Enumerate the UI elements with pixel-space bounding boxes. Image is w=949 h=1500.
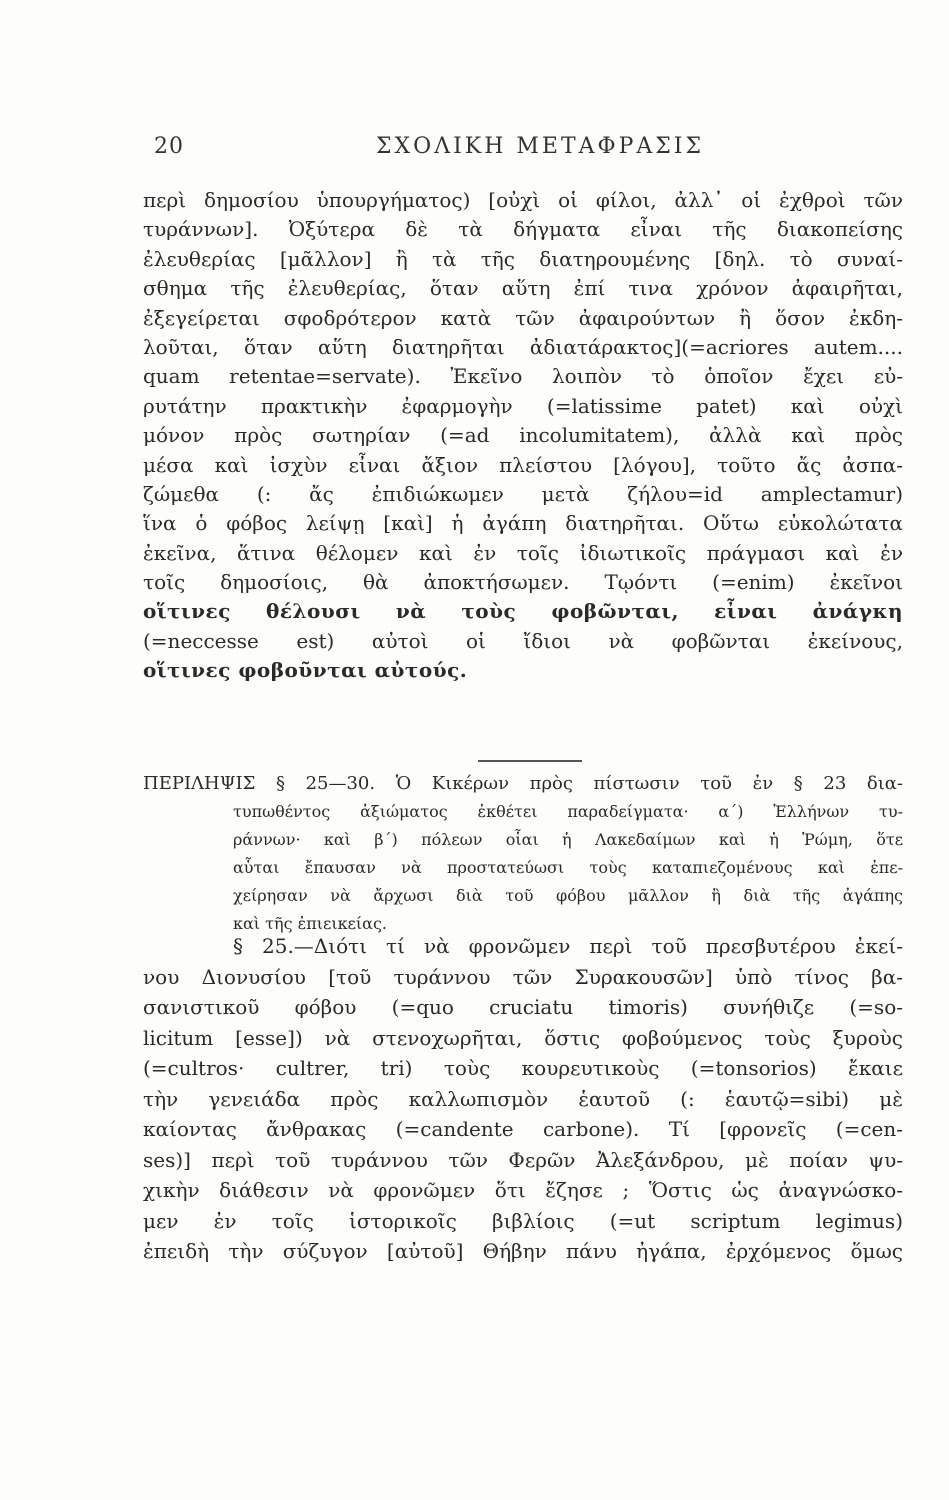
text-line: τοῖς δημοσίοις, θὰ ἀποκτήσωμεν. Τῳόντι (=enim) ἐκεῖνοι <box>143 570 903 595</box>
summary-block <box>143 770 903 938</box>
text-line: quam retentae=servate). Ἐκεῖνο λοιπὸν τὸ ὁποῖον ἔχει εὐ- <box>143 364 903 389</box>
text-line: ἐξεγείρεται σφοδρότερον κατὰ τῶν ἀφαιρούντων ἢ ὅσον ἐκδη- <box>143 305 903 330</box>
text-line: τὴν γενειάδα πρὸς καλλωπισμὸν ἑαυτοῦ (: ἑαυτῷ=sibi) μὲ <box>143 1086 903 1111</box>
section-25-paragraph <box>143 931 903 1267</box>
text-line: ses)] περὶ τοῦ τυράννου τῶν Φερῶν Ἀλεξάνδρου, μὲ ποίαν ψυ- <box>143 1147 903 1172</box>
text-line: (=cultros· cultrer, tri) τοὺς κουρευτικοὺς (=tonsorios) ἔκαιε <box>143 1056 903 1080</box>
text-line: ἐλευθερίας [μᾶλλον] ἢ τὰ τῆς διατηρουμένης [δηλ. τὸ συναί- <box>143 246 903 271</box>
section-divider <box>478 760 582 762</box>
text-line: περὶ δημοσίου ὑπουργήματος) [οὐχὶ οἱ φίλοι, ἀλλ᾽ οἱ ἐχθροὶ τῶν <box>143 188 903 212</box>
text-line: μεν ἐν τοῖς ἱστορικοῖς βιβλίοις (=ut scriptum legimus) <box>143 1208 903 1233</box>
text-line: σθημα τῆς ἐλευθερίας, ὅταν αὕτη ἐπί τινα χρόνον ἀφαιρῆται, <box>143 276 903 301</box>
text-line: (=neccesse est) αὐτοὶ οἱ ἴδιοι νὰ φοβῶνται ἐκείνους, <box>143 628 903 653</box>
text-line: τυράννων]. Ὀξύτερα δὲ τὰ δήγματα εἶναι τῆς διακοπείσης <box>143 217 903 242</box>
summary-line: καὶ τῆς ἐπιεικείας. <box>233 914 387 933</box>
text-line: λοῦται, ὅταν αὕτη διατηρῆται ἀδιατάρακτος](=acriores autem.... <box>143 334 903 359</box>
text-line: μόνον πρὸς σωτηρίαν (=ad incolumitatem), ἀλλὰ καὶ πρὸς <box>143 423 903 448</box>
text-line: ρυτάτην πρακτικὴν ἐφαρμογὴν (=latissime patet) καὶ οὐχὶ <box>143 393 903 418</box>
main-paragraph <box>143 186 903 686</box>
text-line: ζώμεθα (: ἄς ἐπιδιώκωμεν μετὰ ζήλου=id amplectamur) <box>143 481 903 506</box>
text-line: νου Διονυσίου [τοῦ τυράννου τῶν Συρακουσῶν] ὑπὸ τίνος βα- <box>143 964 903 989</box>
summary-line: τυπωθέντος ἀξιώματος ἐκθέτει παραδείγματα· α΄) Ἑλλήνων τυ- <box>233 802 903 821</box>
text-line: ἐπειδὴ τὴν σύζυγον [αὐτοῦ] Θήβην πάνυ ἠγάπα, ἐρχόμενος ὅμως <box>143 1239 903 1263</box>
summary-line: ράννων· καὶ β΄) πόλεων οἷαι ἡ Λακεδαίμων καὶ ἡ Ῥώμη, ὅτε <box>233 830 903 849</box>
text-line-bold: οἵτινες θέλουσι νὰ τοὺς φοβῶνται, εἶναι ἀνάγκη <box>143 599 903 624</box>
running-title: ΣΧΟΛΙΚΗ ΜΕΤΑΦΡΑΣΙΣ <box>375 134 705 159</box>
summary-line: ΠΕΡΙΛΗΨΙΣ § 25—30. Ὁ Κικέρων πρὸς πίστωσιν τοῦ ἐν § 23 δια- <box>143 773 903 794</box>
text-line: μέσα καὶ ἰσχὺν εἶναι ἄξιον πλείστου [λόγου], τοῦτο ἄς ἀσπα- <box>143 452 903 477</box>
text-line: licitum [esse]) νὰ στενοχωρῆται, ὅστις φοβούμενος τοὺς ξυροὺς <box>143 1025 903 1050</box>
text-line: ἵνα ὁ φόβος λείψῃ [καὶ] ἡ ἀγάπη διατηρῆται. Οὕτω εὐκολώτατα <box>143 511 903 536</box>
text-line: χικὴν διάθεσιν νὰ φρονῶμεν ὅτι ἔζησε ; Ὅστις ὡς ἀναγνώσκο- <box>143 1178 903 1202</box>
text-line: καίοντας ἄνθρακας (=candente carbone). Τί [φρονεῖς (=cen- <box>143 1117 903 1141</box>
page-header <box>140 134 900 168</box>
text-line: σανιστικοῦ φόβου (=quo cruciatu timoris) συνήθιζε (=so- <box>143 995 903 1019</box>
summary-line: χείρησαν νὰ ἄρχωσι διὰ τοῦ φόβου μᾶλλον ἢ διὰ τῆς ἀγάπης <box>233 886 903 905</box>
text-line: ἐκεῖνα, ἅτινα θέλομεν καὶ ἐν τοῖς ἰδιωτικοῖς πράγμασι καὶ ἐν <box>143 540 903 565</box>
text-line-bold: οἵτινες φοβοῦνται αὐτούς. <box>143 658 468 683</box>
summary-line: αὗται ἔπαυσαν νὰ προστατεύωσι τοὺς καταπιεζομένους καὶ ἐπε- <box>233 858 903 877</box>
page-number: 20 <box>154 134 184 159</box>
text-line: § 25.—Διότι τί νὰ φρονῶμεν περὶ τοῦ πρεσβυτέρου ἐκεί- <box>233 934 903 958</box>
